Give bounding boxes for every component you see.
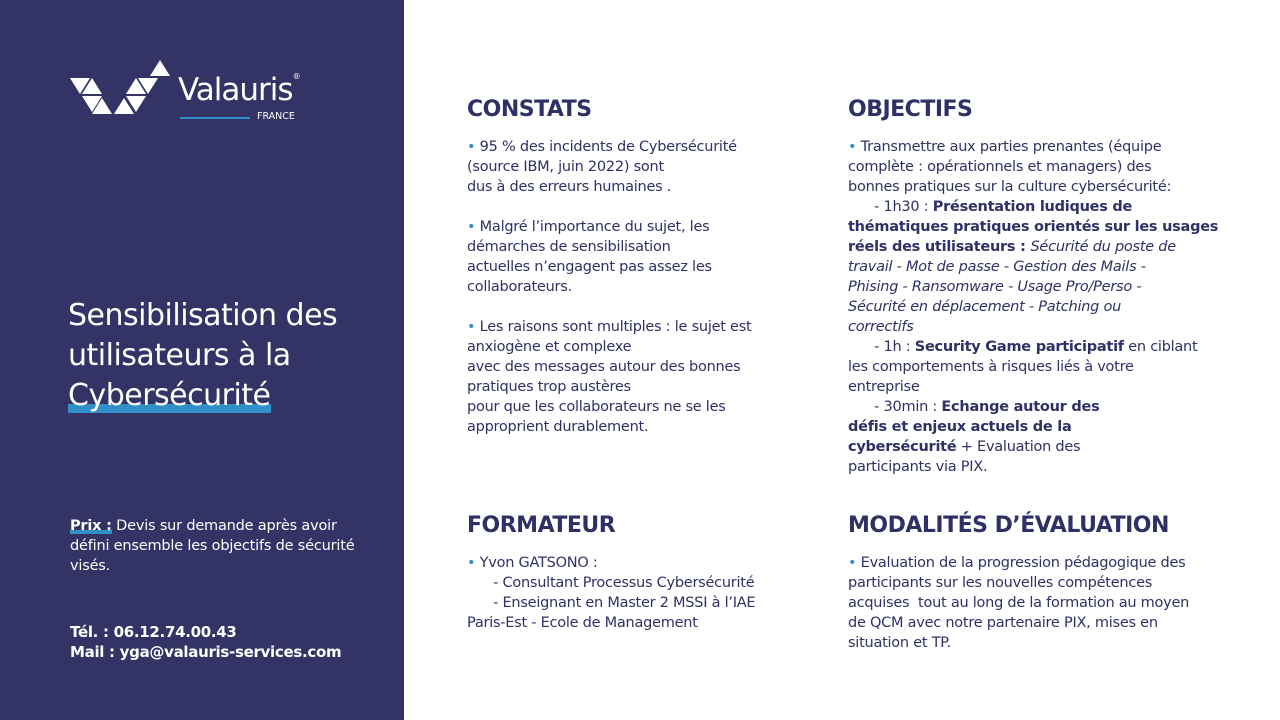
text-line	[467, 177, 787, 197]
text-segment: - 1h30 :	[848, 199, 933, 215]
price-label: Prix :	[70, 518, 112, 534]
price-text: Devis sur demande après avoir défini ensemble les objectifs de sécurité visés.	[70, 518, 355, 574]
text-segment: Paris-Est - Ecole de Management	[467, 615, 698, 631]
text-segment: anxiogène et complexe	[467, 339, 632, 355]
text-segment: participants via PIX.	[848, 459, 988, 475]
text-segment: Transmettre aux parties prenantes (équipe	[860, 139, 1162, 155]
text-segment: les comportements à risques liés à votre	[848, 359, 1134, 375]
text-segment: situation et TP.	[848, 635, 951, 651]
text-segment: réels des utilisateurs :	[848, 239, 1031, 255]
text-line	[848, 437, 1228, 457]
text-segment: participants sur les nouvelles compétences	[848, 575, 1153, 591]
text-segment: pratiques trop austères	[467, 379, 631, 395]
text-segment: + Evaluation des	[956, 439, 1081, 455]
text-segment: collaborateurs.	[467, 279, 572, 295]
text-line	[467, 417, 787, 437]
brand-name	[178, 72, 300, 108]
text-segment: travail - Mot de passe - Gestion des Mails -	[848, 259, 1146, 275]
text-line	[467, 217, 787, 237]
text-line	[848, 337, 1228, 357]
text-line	[467, 613, 807, 633]
text-segment: pour que les collaborateurs ne se les	[467, 399, 726, 415]
text-segment: - 1h :	[848, 339, 915, 355]
bullet-icon: •	[467, 319, 480, 335]
text-line	[848, 613, 1228, 633]
text-segment: Sécurité en déplacement - Patching ou	[848, 299, 1122, 315]
text-line	[848, 297, 1228, 317]
text-line	[848, 593, 1228, 613]
text-segment: bonnes pratiques sur la culture cybersécurité:	[848, 179, 1172, 195]
text-line	[848, 237, 1228, 257]
text-segment: acquises tout au long de la formation au moyen	[848, 595, 1190, 611]
section-constats	[467, 97, 787, 437]
section-heading: OBJECTIFS	[848, 97, 973, 122]
bullet-icon: •	[848, 555, 861, 571]
text-segment: Phising - Ransomware - Usage Pro/Perso -	[848, 279, 1142, 295]
text-segment: entreprise	[848, 379, 920, 395]
text-line	[848, 573, 1228, 593]
text-line	[467, 277, 787, 297]
text-line	[848, 397, 1228, 417]
page-title	[68, 296, 337, 416]
text-segment: 95 % des incidents de Cybersécurité	[479, 139, 737, 155]
text-line	[467, 357, 787, 377]
text-segment: Security Game participatif	[914, 339, 1124, 355]
text-line	[848, 457, 1228, 477]
text-segment: avec des messages autour des bonnes	[467, 359, 741, 375]
section-heading: CONSTATS	[467, 97, 592, 122]
text-segment: complète : opérationnels et managers) des	[848, 159, 1152, 175]
text-line	[848, 137, 1228, 157]
text-line	[848, 317, 1228, 337]
brand-text: Valauris	[178, 72, 293, 108]
text-segment: Evaluation de la progression pédagogique des	[860, 555, 1186, 571]
price-info	[70, 516, 380, 576]
text-segment: cybersécurité	[848, 439, 957, 455]
section-formateur	[467, 513, 807, 633]
text-segment: Présentation ludiques de	[932, 199, 1133, 215]
text-segment: (source IBM, juin 2022) sont	[467, 159, 664, 175]
section-objectifs	[848, 97, 1228, 477]
registered-mark: ®	[292, 72, 300, 81]
text-line	[848, 177, 1228, 197]
sidebar	[0, 0, 404, 720]
text-line	[848, 157, 1228, 177]
text-segment: de QCM avec notre partenaire PIX, mises en	[848, 615, 1158, 631]
text-line	[848, 277, 1228, 297]
text-segment: Echange autour des	[941, 399, 1100, 415]
text-line	[848, 633, 1228, 653]
brand-divider	[180, 117, 250, 119]
text-segment: correctifs	[848, 319, 914, 335]
text-segment: - Enseignant en Master 2 MSSI à l’IAE	[467, 595, 756, 611]
text-line	[467, 553, 807, 573]
text-line	[467, 257, 787, 277]
text-segment: approprient durablement.	[467, 419, 649, 435]
bullet-icon: •	[848, 139, 861, 155]
text-line	[467, 297, 787, 317]
text-segment: actuelles n’engagent pas assez les	[467, 259, 712, 275]
text-line	[848, 377, 1228, 397]
text-line	[848, 257, 1228, 277]
title-line: Sensibilisation des	[68, 298, 338, 333]
phone: Tél. : 06.12.74.00.43	[70, 623, 237, 641]
brand-subtitle: FRANCE	[257, 111, 295, 122]
text-line	[848, 417, 1228, 437]
text-segment: dus à des erreurs humaines .	[467, 179, 672, 195]
text-line	[467, 573, 807, 593]
bullet-icon: •	[467, 219, 480, 235]
text-line	[467, 593, 807, 613]
title-line: utilisateurs à la	[68, 338, 291, 373]
text-line	[848, 553, 1228, 573]
text-line	[848, 217, 1228, 237]
section-heading: MODALITÉS D’ÉVALUATION	[848, 513, 1169, 538]
text-segment: démarches de sensibilisation	[467, 239, 671, 255]
contact-info	[70, 622, 341, 662]
text-line	[467, 377, 787, 397]
text-segment: défis et enjeux actuels de la	[848, 419, 1072, 435]
text-segment: Malgré l’importance du sujet, les	[479, 219, 710, 235]
text-line	[467, 317, 787, 337]
text-line	[467, 197, 787, 217]
text-segment: Yvon GATSONO :	[479, 555, 598, 571]
text-line	[467, 157, 787, 177]
text-segment: thématiques pratiques orientés sur les usages	[848, 219, 1219, 235]
text-segment: Les raisons sont multiples : le sujet est	[479, 319, 752, 335]
text-line	[467, 137, 787, 157]
email: Mail : yga@valauris-services.com	[70, 643, 342, 661]
text-segment: - Consultant Processus Cybersécurité	[467, 575, 755, 591]
text-line	[467, 337, 787, 357]
text-segment: en ciblant	[1123, 339, 1198, 355]
section-modalites	[848, 513, 1228, 653]
text-line	[848, 197, 1228, 217]
bullet-icon: •	[467, 555, 480, 571]
text-segment: - 30min :	[848, 399, 942, 415]
text-line	[467, 237, 787, 257]
text-line	[467, 397, 787, 417]
title-highlight: Cybersécurité	[68, 378, 271, 413]
bullet-icon: •	[467, 139, 480, 155]
valauris-logo-icon	[68, 56, 174, 124]
section-heading: FORMATEUR	[467, 513, 616, 538]
text-line	[848, 357, 1228, 377]
text-segment: Sécurité du poste de	[1030, 239, 1176, 255]
